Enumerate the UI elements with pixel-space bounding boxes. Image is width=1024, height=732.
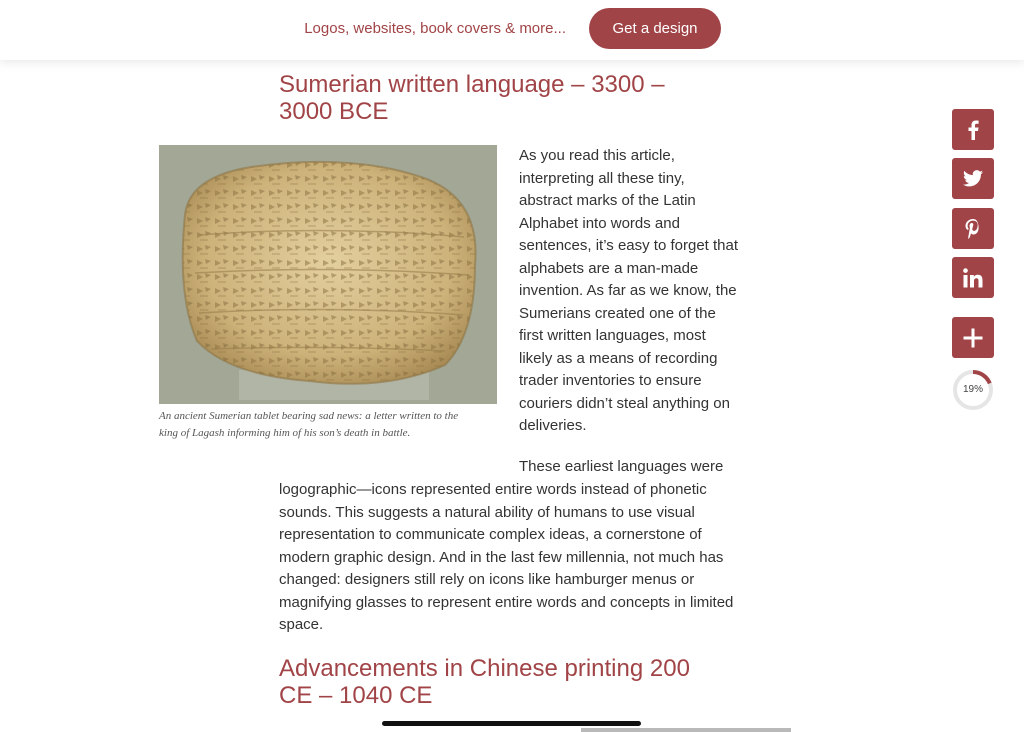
- paragraph-line: representation to communicate complex ideas, a cornerstone of: [279, 526, 702, 543]
- share-linkedin-button[interactable]: [952, 257, 994, 298]
- get-a-design-button[interactable]: Get a design: [589, 8, 721, 49]
- paragraph-line: couriers didn’t steal anything on: [519, 394, 730, 412]
- article-figure: [159, 145, 497, 442]
- heading-line: 3000 BCE: [279, 98, 389, 125]
- heading-line: CE – 1040 CE: [279, 682, 433, 709]
- paragraph-line: Sumerians created one of the: [519, 304, 716, 322]
- figure-caption: [159, 408, 497, 442]
- linkedin-icon: [963, 268, 983, 288]
- reading-progress-indicator: [952, 369, 994, 411]
- paragraph-line: space.: [279, 616, 324, 633]
- top-promo-bar: [0, 0, 1024, 60]
- paragraph-intro: [519, 145, 749, 438]
- paragraph-line: logographic—icons represented entire words instead of phonetic: [279, 481, 707, 498]
- heading-line: Advancements in Chinese printing 200: [279, 655, 690, 682]
- promo-link[interactable]: Logos, websites, book covers & more...: [304, 20, 566, 37]
- facebook-icon: [966, 120, 980, 140]
- home-indicator-bar: [382, 721, 641, 726]
- paragraph-line: magnifying glasses to represent entire words and concepts in limited: [279, 593, 734, 611]
- paragraph-line: alphabets are a man-made: [519, 259, 699, 277]
- share-pinterest-button[interactable]: [952, 208, 994, 249]
- paragraph-line: interpreting all these tiny,: [519, 169, 685, 187]
- paragraph-line: likely as a means of recording: [519, 349, 718, 367]
- paragraph-line: sounds. This suggests a natural ability of humans to use visual: [279, 503, 695, 521]
- paragraph-line: invention. As far as we know, the: [519, 282, 737, 299]
- heading-line: Sumerian written language – 3300 –: [279, 71, 665, 98]
- next-article-image: [581, 728, 791, 732]
- paragraph-line: sentences, it’s easy to forget that: [519, 237, 739, 254]
- caption-line: king of Lagash informing him of his son’s death in battle.: [159, 427, 411, 439]
- paragraph-line: changed: designers still rely on icons like hamburger menus or: [279, 571, 695, 588]
- paragraph-logographic-start: These earliest languages were: [519, 458, 724, 475]
- sumerian-tablet-image: [159, 145, 497, 404]
- share-twitter-button[interactable]: [952, 158, 994, 199]
- paragraph-line: deliveries.: [519, 417, 587, 434]
- paragraph-line: trader inventories to ensure: [519, 372, 702, 389]
- paragraph-line: modern graphic design. And in the last few millennia, not much has: [279, 548, 724, 566]
- twitter-icon: [963, 170, 983, 187]
- share-facebook-button[interactable]: [952, 109, 994, 150]
- paragraph-line: Alphabet into words and: [519, 214, 680, 232]
- paragraph-logographic: [279, 479, 749, 637]
- progress-percent-label: 19%: [962, 384, 983, 395]
- section-heading-sumerian: [279, 71, 719, 125]
- paragraph-line: As you read this article,: [519, 147, 675, 164]
- share-more-button[interactable]: [952, 317, 994, 358]
- section-heading-chinese-printing: [279, 655, 729, 709]
- plus-icon: [963, 328, 983, 348]
- caption-line: An ancient Sumerian tablet bearing sad news: a letter written to the: [159, 410, 459, 422]
- pinterest-icon: [965, 219, 981, 239]
- paragraph-line: abstract marks of the Latin: [519, 192, 696, 209]
- paragraph-line: first written languages, most: [519, 327, 706, 344]
